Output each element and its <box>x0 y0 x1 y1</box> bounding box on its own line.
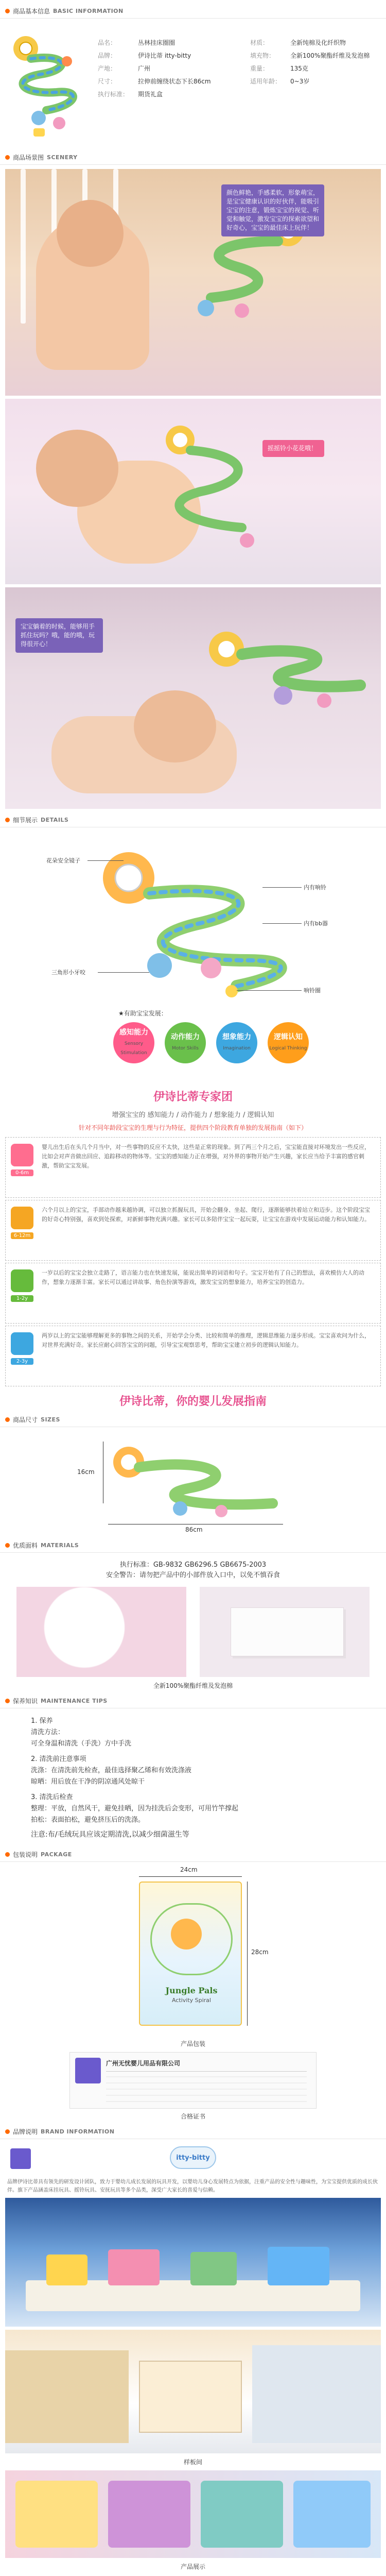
info-key: 品牌： <box>98 52 117 59</box>
expert-guideline: 针对不同年龄段宝宝的生理与行为特征，提供四个阶段教育单独的发展指南（如下） <box>78 1124 307 1131</box>
basic-info-table <box>87 28 386 141</box>
stage-block-3 <box>5 1263 381 1324</box>
materials-standard: 执行标准：GB-9832 GB6296.5 GB6675-2003 <box>119 1561 267 1569</box>
size-diagram <box>5 1431 381 1534</box>
product-image <box>10 28 87 141</box>
certificate-caption: 合格证书 <box>180 2113 205 2120</box>
showroom-caption: 样板间 <box>183 2459 202 2466</box>
product-display-photo <box>5 2470 381 2558</box>
size-length: 86cm <box>185 1526 203 1533</box>
bullet-icon <box>5 1417 10 1422</box>
bullet-icon <box>5 155 10 160</box>
info-value: 拉伸前缠绕状态下长86cm <box>138 78 211 85</box>
detail-label-squeaker: 内有bb器 <box>304 920 328 927</box>
expert-title: 伊诗比蒂专家团 <box>153 1091 233 1104</box>
product-detail-page <box>0 4 386 2571</box>
stage-text: 婴儿出生后在头几个月当中，对一些事物的反应不太快，这些是正常的现象。到了两三个月之后，宝宝能直接对环境发出一些反应，比如会对声音做出回应、追踪移动的物体等。宝宝的感知能力正在增强，对外界的事物开始产生兴趣，家长应当给予丰富的感官刺激，帮助宝宝发展。 <box>42 1144 370 1169</box>
brand-description: 品牌伊诗比蒂具有领先的研发设计团队，致力于婴幼儿成长发展的玩具开发，以婴幼儿身心发展特点为依据，注重产品的安全性与趣味性，为宝宝提供优质的成长伙伴。旗下产品涵盖床挂玩具、摇铃玩具、安抚玩具等多个品类，深受广大家长的喜爱与信赖。 <box>7 2179 378 2193</box>
stage-label: 1-2y <box>11 1295 33 1302</box>
materials-images <box>0 1587 386 1677</box>
section-header-basic <box>0 4 386 19</box>
info-key: 材质： <box>250 39 269 46</box>
section-header-details <box>0 813 386 827</box>
section-header-maintenance <box>0 1694 386 1708</box>
bullet-icon <box>5 1699 10 1703</box>
tip-line: 洗涤：在清洗前先检查，最佳选择聚乙烯和有效洗涤液 <box>31 1767 192 1774</box>
tip-line: 可全身温和清洗（手洗）方中手洗 <box>31 1740 132 1748</box>
benefit-logic: 逻辑认知 Logical Thinking <box>268 1022 309 1063</box>
package-diagram <box>5 1866 381 2036</box>
foam-image <box>200 1587 370 1677</box>
section-header-brand <box>0 2125 386 2139</box>
spiral-toy-icon <box>190 613 376 716</box>
bullet-icon <box>5 818 10 822</box>
info-value: 广州 <box>138 65 151 72</box>
filling-image <box>16 1587 186 1677</box>
stage-text: 两岁以上的宝宝能够理解更多的事物之间的关系，开始学会分类、比较和简单的推理，逻辑思维能力逐步形成。宝宝喜欢问为什么，对世界充满好奇。家长应耐心回答宝宝的问题，引导宝宝观察思考，帮助宝宝建立初步的逻辑认知能力。 <box>42 1332 370 1348</box>
stage-text: 一岁以后的宝宝会独立走路了，语言能力也在快速发展，能说出简单的词语和句子。宝宝开始有了自己的想法，喜欢模仿大人的动作，想象力逐渐丰富。家长可以通过讲故事、角色扮演等游戏，激发宝宝的想象能力，培养宝宝的创造力。 <box>42 1269 364 1285</box>
size-height: 16cm <box>77 1468 95 1476</box>
brand-logo-row <box>0 2143 386 2174</box>
stage-icon <box>11 1269 33 1292</box>
stage-icon <box>11 1144 33 1166</box>
bullet-icon <box>5 1852 10 1857</box>
bullet-icon <box>5 9 10 13</box>
package-brand: Jungle Pals <box>165 1986 218 1995</box>
stage-text: 六个月以上的宝宝，手部动作越来越协调，可以独立抓握玩具，开始会翻身、坐起、爬行，逐渐能够扶着站立和迈步。这个阶段宝宝的好奇心特别强，喜欢到处探索，对新鲜事物充满兴趣。家长可以多陪伴宝宝一起玩耍，让宝宝在游戏中发展运动能力和认知能力。 <box>42 1207 370 1223</box>
info-value: 0~3岁 <box>290 78 310 85</box>
spiral-toy-icon <box>139 409 293 564</box>
showroom-photo <box>5 2198 381 2327</box>
info-value: 全新纯棉及化纤织物 <box>290 39 346 46</box>
section-title-en: BRAND INFORMATION <box>41 2128 115 2135</box>
stage-block-1 <box>5 1137 381 1198</box>
detail-label-teether: 三角形小牙咬 <box>51 969 85 976</box>
package-width: 24cm <box>180 1866 198 1873</box>
expert-footer: 伊诗比蒂，你的婴儿发展指南 <box>119 1395 267 1408</box>
stage-label: 2-3y <box>11 1358 33 1365</box>
spiral-toy-icon <box>10 28 87 141</box>
tip-line: 清洗方法： <box>31 1728 65 1736</box>
section-title-en: DETAILS <box>41 817 69 823</box>
brand-logo: itty-bitty <box>170 2146 216 2169</box>
materials-caption: 全新100%聚酯纤维及发泡棉 <box>153 1682 233 1689</box>
tip-line: 3. 清洗后检查 <box>31 1793 73 1801</box>
scenery-photo-3 <box>5 587 381 809</box>
scenery-photo-2 <box>5 399 381 584</box>
stage-label: 6-12m <box>11 1232 33 1239</box>
info-key: 填充物： <box>250 52 275 59</box>
certificate-card <box>69 2052 317 2109</box>
section-title-en: MATERIALS <box>41 1542 79 1549</box>
info-value: 丛林挂床圈圈 <box>138 39 176 46</box>
maintenance-note: 注意:布/毛绒玩具应该定期清洗,以减少细菌滋生等 <box>31 1831 189 1839</box>
benefit-imagination: 想象能力 Imagination <box>216 1022 257 1063</box>
info-key: 重量： <box>250 65 269 72</box>
section-header-package <box>0 1848 386 1862</box>
card-company: 广州无忧婴儿用品有限公司 <box>106 2060 181 2067</box>
company-logo-icon <box>10 2148 31 2169</box>
benefit-sensory: 感知能力 Sensory Stimulation <box>113 1022 154 1063</box>
package-box <box>139 1882 242 2026</box>
info-key: 产地： <box>98 65 117 72</box>
section-title-cn: 优质面料 <box>13 1542 38 1549</box>
package-caption: 产品包装 <box>180 2040 205 2047</box>
tip-line: 晾晒：用后放在干净的阴凉通风处晾干 <box>31 1778 145 1786</box>
info-value: 期货礼盒 <box>138 91 163 98</box>
section-title-en: MAINTENANCE TIPS <box>41 1698 108 1704</box>
tip-line: 整理：平放，自然风干，避免挂晒，因为挂洗后会变形，可用竹竿撑起 <box>31 1805 239 1812</box>
expert-subtitle: 增强宝宝的 感知能力 / 动作能力 / 想象能力 / 逻辑认知 <box>112 1111 274 1119</box>
scenery-caption-1: 颜色鲜艳，手感柔软，形象萌宝，是宝宝健康认识的好伙伴，能吸引宝宝的注意，锻炼宝宝的视觉、听觉和触觉，激发宝宝的探索欲望和好奇心，宝宝的最佳床上玩伴！ <box>221 184 324 236</box>
scenery-caption-3: 宝宝躺着的时候，能够用手抓住玩吗？哦，能的哦，玩得很开心！ <box>15 618 103 653</box>
tip-line: 拍松：表面拍松，避免挤压后的洗涤。 <box>31 1816 145 1824</box>
baby-head <box>36 430 118 507</box>
stage-icon <box>11 1207 33 1229</box>
info-key: 适用年龄： <box>250 78 282 85</box>
package-product: Activity Spiral <box>172 1997 211 2004</box>
spiral-toy-icon <box>108 1436 293 1519</box>
stage-block-4 <box>5 1326 381 1386</box>
detail-label-bell: 内有响铃 <box>304 884 326 891</box>
spiral-toy-detail-icon <box>82 837 319 1002</box>
baby-head <box>57 200 124 267</box>
maintenance-tips <box>0 1713 386 1843</box>
basic-info <box>0 23 386 146</box>
section-title-cn: 商品尺寸 <box>13 1416 38 1423</box>
display-caption: 产品展示 <box>180 2563 205 2570</box>
info-value: 全新100%聚酯纤维及发泡棉 <box>290 52 370 59</box>
section-title-cn: 保养知识 <box>13 1698 38 1705</box>
materials-text <box>0 1557 386 1581</box>
section-title-cn: 商品场景图 <box>13 154 44 161</box>
info-value: 伊诗比蒂 itty-bitty <box>138 52 191 59</box>
bullet-icon <box>5 1543 10 1548</box>
section-header-sizes <box>0 1413 386 1427</box>
section-header-materials <box>0 1538 386 1553</box>
company-logo-icon <box>75 2058 101 2083</box>
stage-label: 0-6m <box>11 1170 33 1176</box>
info-key: 品名： <box>98 39 117 46</box>
section-title-en: PACKAGE <box>41 1851 72 1858</box>
benefits-title: ★有助宝宝发展： <box>118 1010 167 1017</box>
section-title-en: SIZES <box>41 1416 60 1423</box>
bullet-icon <box>5 2129 10 2134</box>
section-title-en: BASIC INFORMATION <box>53 8 124 14</box>
section-title-cn: 包装说明 <box>13 1851 38 1858</box>
detail-label-ring: 响铃圈 <box>304 987 321 994</box>
tip-line: 2. 清洗前注意事项 <box>31 1755 86 1763</box>
details-diagram <box>5 832 381 1007</box>
benefit-motor: 动作能力 Motor Skills <box>165 1022 206 1063</box>
package-height: 28cm <box>251 1948 269 1956</box>
store-photo <box>5 2330 381 2453</box>
tip-line: 1. 保养 <box>31 1717 53 1725</box>
scenery-caption-2: 摇摇铃小花花哦！ <box>262 440 324 457</box>
stage-icon <box>11 1332 33 1355</box>
info-key: 执行标准： <box>98 91 129 98</box>
section-title-cn: 品牌说明 <box>13 2128 38 2136</box>
section-header-scenery <box>0 150 386 165</box>
detail-label-mirror: 花朵安全镜子 <box>46 857 80 864</box>
stage-block-2 <box>5 1200 381 1261</box>
scenery-photo-1 <box>5 169 381 396</box>
materials-warning: 安全警告：请勿把产品中的小部件放入口中，以免不慎吞食 <box>106 1571 280 1579</box>
info-value: 135克 <box>290 65 308 72</box>
section-title-cn: 商品基本信息 <box>13 8 50 15</box>
section-title-en: SCENERY <box>47 154 78 161</box>
benefits <box>5 1007 381 1084</box>
section-title-cn: 细节展示 <box>13 817 38 824</box>
info-key: 尺寸： <box>98 78 117 85</box>
